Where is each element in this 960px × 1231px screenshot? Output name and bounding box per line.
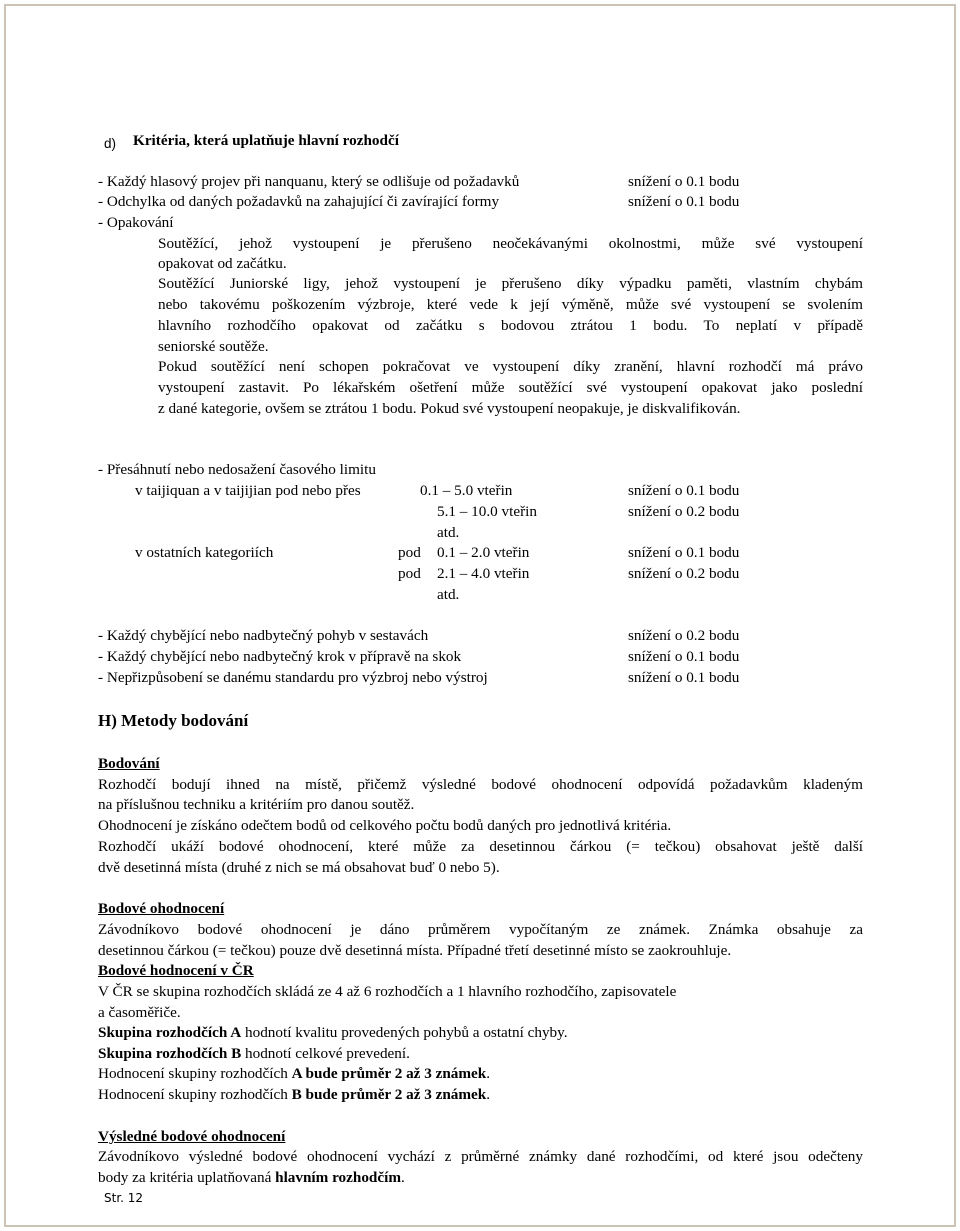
time-range: 2.1 – 4.0 vteřin [437, 565, 530, 582]
hodnoceni-b-pre: Hodnocení skupiny rozhodčích [98, 1086, 292, 1103]
pod-label: pod [398, 544, 421, 561]
time-range: 0.1 – 5.0 vteřin [420, 482, 513, 499]
hodnoceni-b-end: . [486, 1086, 491, 1103]
subsection-title: Bodové hodnocení v ČR [98, 962, 254, 979]
group-b-desc: hodnotí celkové prevedení. [241, 1045, 410, 1062]
time-penalty: snížení o 0.1 bodu [628, 544, 740, 561]
paragraph-line: Rozhodčí ukáží bodové ohodnocení, které může za desetinnou čárkou (= tečkou) obsahovat ještě další [98, 838, 863, 855]
penalty-item-value: snížení o 0.1 bodu [628, 193, 740, 210]
time-range: 5.1 – 10.0 vteřin [437, 503, 537, 520]
hodnoceni-a-pre: Hodnocení skupiny rozhodčích [98, 1065, 292, 1082]
paragraph-line: Ohodnocení je získáno odečtem bodů od celkového počtu bodů daných pro jednotlivá kritéria. [98, 817, 672, 834]
paragraph-line: V ČR se skupina rozhodčích skládá ze 4 až 6 rozhodčích a 1 hlavního rozhodčího, zapisovatele [98, 983, 677, 1000]
hodnoceni-a-bold: A bude průměr 2 až 3 známek [291, 1065, 487, 1082]
repeat-label: - Opakování [98, 214, 174, 231]
hodnoceni-a-line [98, 1064, 490, 1084]
penalty-item-value: snížení o 0.1 bodu [628, 173, 740, 190]
paragraph-line: Rozhodčí bodují ihned na místě, přičemž výsledné bodové ohodnocení odpovídá požadavkům kladeným [98, 776, 863, 793]
time-limit-title: - Přesáhnutí nebo nedosažení časového limitu [98, 461, 376, 478]
paragraph-line: nebo takovému poškozením výzbroje, které vede k její výměně, může své vystoupení se svolením [158, 296, 863, 313]
time-range: 0.1 – 2.0 vteřin [437, 544, 530, 561]
penalty-item-text: - Odchylka od daných požadavků na zahajující či zavírající formy [98, 193, 500, 210]
subsection-title: Výsledné bodové ohodnocení [98, 1128, 286, 1145]
paragraph-line: hlavního rozhodčího opakovat od začátku s bodovou ztrátou 1 bodu. To neplatí v případě [158, 317, 863, 334]
paragraph-line: desetinnou čárkou (= tečkou) pouze dvě desetinná místa. Případné třetí desetinné místo se zaokrouhluje. [98, 942, 732, 959]
paragraph-line: a časoměřiče. [98, 1004, 181, 1021]
taiji-label: v taijiquan a v taijijian pod nebo přes [135, 482, 361, 499]
penalty-item-text: - Nepřizpůsobení se danému standardu pro výzbroj nebo výstroj [98, 669, 488, 686]
time-etc: atd. [437, 586, 460, 603]
time-penalty: snížení o 0.2 bodu [628, 503, 740, 520]
hodnoceni-a-end: . [486, 1065, 491, 1082]
paragraph-line: Pokud soutěžící není schopen pokračovat ve vystoupení díky zranění, hlavní rozhodčí má právo [158, 358, 863, 375]
section-marker: d) [104, 136, 117, 151]
penalty-item-value: snížení o 0.1 bodu [628, 669, 740, 686]
group-b-label: Skupina rozhodčích B [98, 1045, 242, 1062]
section-title: Kritéria, která uplatňuje hlavní rozhodčí [133, 132, 399, 149]
penalty-item-text: - Každý chybějící nebo nadbytečný pohyb v sestavách [98, 627, 429, 644]
paragraph-line: z dané kategorie, ovšem se ztrátou 1 bodu. Pokud své vystoupení neopakuje, je diskvalifikován. [158, 400, 741, 417]
section-h-title: H) Metody bodování [98, 711, 249, 730]
group-a-desc: hodnotí kvalitu provedených pohybů a ostatní chyby. [241, 1024, 568, 1041]
page-number: Str. 12 [104, 1191, 144, 1205]
penalty-item-value: snížení o 0.1 bodu [628, 648, 740, 665]
paragraph-line: vystoupení zastavit. Po lékařském ošetření může soutěžící své vystoupení opakovat jako poslední [158, 379, 863, 396]
paragraph-line: na příslušnou techniku a kritériím pro danou soutěž. [98, 796, 415, 813]
time-etc: atd. [437, 524, 460, 541]
final-bold: hlavním rozhodčím [275, 1169, 401, 1186]
subsection-title: Bodové ohodnocení [98, 900, 225, 917]
paragraph-line: Závodníkovo výsledné bodové ohodnocení vychází z průměrné známky dané rozhodčími, od které jsou odečteny [98, 1148, 863, 1165]
time-penalty: snížení o 0.2 bodu [628, 565, 740, 582]
penalty-item-text: - Každý chybějící nebo nadbytečný krok v přípravě na skok [98, 648, 462, 665]
final-line-2 [98, 1168, 405, 1188]
penalty-item-text: - Každý hlasový projev při nanquanu, který se odlišuje od požadavků [98, 173, 520, 190]
pod-label: pod [398, 565, 421, 582]
hodnoceni-b-bold: B bude průměr 2 až 3 známek [291, 1086, 487, 1103]
final-end: . [401, 1169, 405, 1186]
hodnoceni-b-line [98, 1085, 490, 1105]
group-b-line [98, 1044, 410, 1064]
group-a-line [98, 1023, 568, 1043]
paragraph-line: Soutěžící Juniorské ligy, jehož vystoupení je přerušeno díky výpadku paměti, vlastním chybám [158, 275, 863, 292]
time-penalty: snížení o 0.1 bodu [628, 482, 740, 499]
other-label: v ostatních kategoriích [135, 544, 274, 561]
paragraph-line: seniorské soutěže. [158, 338, 269, 355]
paragraph-line: dvě desetinná místa (druhé z nich se má obsahovat buď 0 nebo 5). [98, 859, 500, 876]
subsection-title: Bodování [98, 755, 160, 772]
group-a-label: Skupina rozhodčích A [98, 1024, 242, 1041]
paragraph-line: opakovat od začátku. [158, 255, 287, 272]
paragraph-line: Soutěžící, jehož vystoupení je přerušeno neočekávanými okolnostmi, může své vystoupení [158, 235, 863, 252]
final-pre: body za kritéria uplatňovaná [98, 1169, 276, 1186]
paragraph-line: Závodníkovo bodové ohodnocení je dáno průměrem vypočítaným ze známek. Známka obsahuje za [98, 921, 863, 938]
penalty-item-value: snížení o 0.2 bodu [628, 627, 740, 644]
